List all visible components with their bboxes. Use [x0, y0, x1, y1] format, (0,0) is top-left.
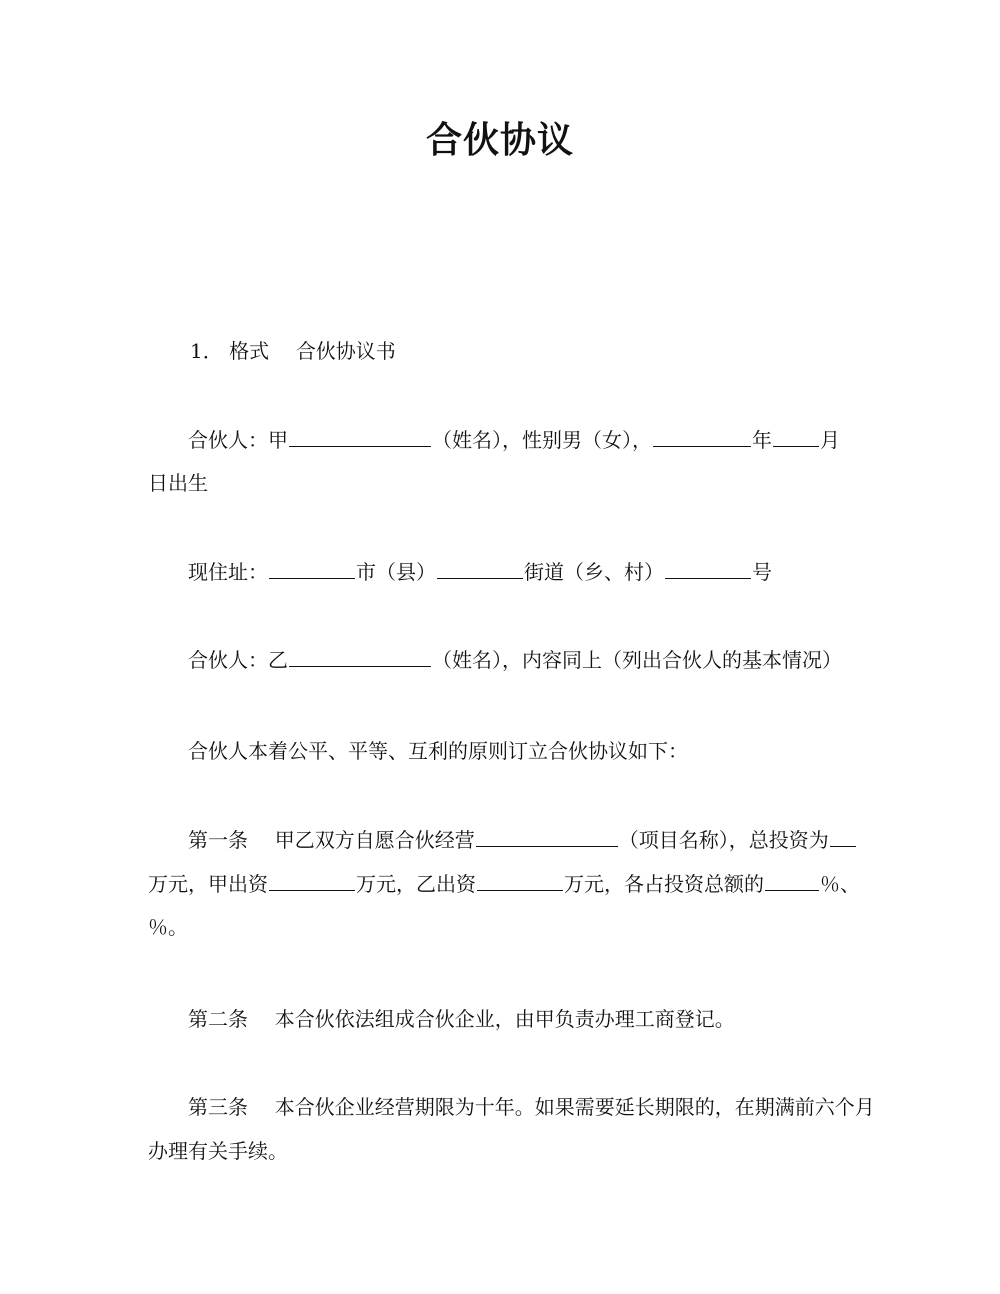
year-blank [653, 426, 751, 447]
article3-text1: 本合伙企业经营期限为十年。如果需要延长期限的，在期满前六个月 [274, 1095, 875, 1119]
address-prefix: 现住址： [188, 560, 268, 584]
article1-line2-a: 万元，甲出资 [148, 872, 268, 896]
partner-a-prefix: 合伙人：甲 [188, 428, 288, 452]
article2-label: 第二条 [188, 1007, 248, 1031]
article3-label: 第三条 [188, 1095, 248, 1119]
partner-b-name-blank [289, 646, 431, 667]
share-blank [765, 870, 819, 891]
partner-a-mid1: （姓名），性别男（女）， [432, 428, 652, 452]
section-number: 1． [190, 339, 223, 363]
city-blank [269, 558, 355, 579]
address-city: 市（县） [356, 560, 436, 584]
a-invest-blank [269, 870, 355, 891]
partner-a-month: 月 [820, 428, 840, 452]
partner-b-line [188, 646, 842, 673]
article1-line2 [148, 870, 860, 897]
b-invest-blank [477, 870, 563, 891]
article2-line [188, 1006, 735, 1032]
partner-a-line2: 日出生 [148, 471, 208, 495]
total-blank [830, 826, 856, 847]
partner-b-prefix: 合伙人：乙 [188, 648, 288, 672]
name-blank [289, 426, 431, 447]
street-blank [437, 558, 523, 579]
address-line [188, 558, 772, 585]
article3-line1 [188, 1094, 875, 1120]
section-label: 格式 [229, 339, 270, 363]
article1-line2-d: ％、 [820, 872, 860, 896]
section-heading [190, 338, 396, 364]
section-name: 合伙协议书 [295, 339, 396, 363]
article1-text2: （项目名称），总投资为 [618, 828, 829, 852]
article1-text1: 甲乙双方自愿合伙经营 [274, 828, 475, 852]
article1-line1 [188, 826, 857, 853]
article2-text: 本合伙依法组成合伙企业，由甲负责办理工商登记。 [274, 1007, 735, 1031]
address-number: 号 [752, 560, 772, 584]
article1-line2-c: 万元，各占投资总额的 [564, 872, 764, 896]
article1-label: 第一条 [188, 828, 248, 852]
partner-b-suffix: （姓名），内容同上（列出合伙人的基本情况） [432, 648, 842, 672]
partner-a-line1 [188, 426, 840, 453]
intro-paragraph: 合伙人本着公平、平等、互利的原则订立合伙协议如下： [188, 739, 688, 763]
address-street: 街道（乡、村） [524, 560, 664, 584]
document-title: 合伙协议 [425, 120, 574, 161]
article1-line2-b: 万元，乙出资 [356, 872, 476, 896]
partner-a-year: 年 [752, 428, 772, 452]
article1-line3: ％。 [148, 915, 188, 939]
number-blank [665, 558, 751, 579]
month-blank [773, 426, 819, 447]
article3-line2: 办理有关手续。 [148, 1139, 288, 1163]
project-blank [476, 826, 618, 847]
